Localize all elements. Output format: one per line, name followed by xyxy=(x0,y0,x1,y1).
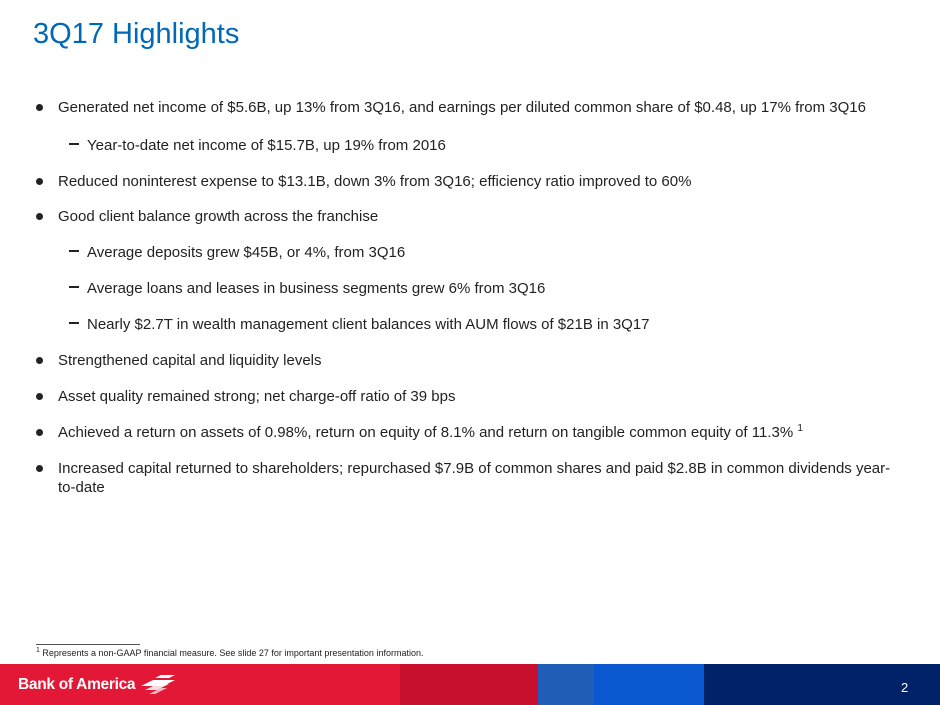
footer-segment-bright-blue xyxy=(594,664,704,705)
bullet-marker xyxy=(36,104,43,111)
bullet-marker xyxy=(36,465,43,472)
list-item: Increased capital returned to shareholders; repurchased $7.9B of common shares and paid $2.8B in common dividends year-to-date xyxy=(58,460,891,496)
footnote-marker: 1 xyxy=(36,647,40,654)
sub-bullet-marker xyxy=(69,143,79,145)
bullet-marker xyxy=(36,393,43,400)
list-item xyxy=(58,423,803,442)
sub-bullet-marker xyxy=(69,322,79,324)
sub-bullet-marker xyxy=(69,286,79,288)
list-item: Nearly $2.7T in wealth management client balances with AUM flows of $21B in 3Q17 xyxy=(87,316,650,333)
list-item: Year-to-date net income of $15.7B, up 19% from 2016 xyxy=(87,137,446,154)
logo-wordmark: Bank of America xyxy=(18,676,136,693)
list-item: Reduced noninterest expense to $13.1B, down 3% from 3Q16; efficiency ratio improved to 60% xyxy=(58,173,692,190)
footnote xyxy=(36,648,423,658)
list-item: Strengthened capital and liquidity levels xyxy=(58,352,322,369)
page-number: 2 xyxy=(901,680,909,695)
bullet-marker xyxy=(36,213,43,220)
sub-bullet-marker xyxy=(69,250,79,252)
list-item: Asset quality remained strong; net charge-off ratio of 39 bps xyxy=(58,388,456,405)
page-title: 3Q17 Highlights xyxy=(33,18,240,50)
bullet-marker xyxy=(36,178,43,185)
footer-segment-blue xyxy=(538,664,594,705)
footer-segment-dark-red xyxy=(400,664,538,705)
list-item: Generated net income of $5.6B, up 13% from 3Q16, and earnings per diluted common share of $0.48, up 17% from 3Q16 xyxy=(58,99,866,116)
bullet-marker xyxy=(36,357,43,364)
flag-icon xyxy=(139,674,177,696)
footnote-divider xyxy=(36,644,140,645)
list-item-text: Achieved a return on assets of 0.98%, return on equity of 8.1% and return on tangible common equity of 11.3% xyxy=(58,424,794,441)
list-item: Good client balance growth across the franchise xyxy=(58,208,379,225)
list-item: Average deposits grew $45B, or 4%, from 3Q16 xyxy=(87,244,406,261)
footnote-reference: 1 xyxy=(797,423,803,434)
footnote-text: Represents a non-GAAP financial measure. See slide 27 for important presentation information. xyxy=(42,648,424,658)
list-item: Average loans and leases in business segments grew 6% from 3Q16 xyxy=(87,280,546,297)
bank-of-america-logo xyxy=(18,673,177,697)
bullet-marker xyxy=(36,429,43,436)
